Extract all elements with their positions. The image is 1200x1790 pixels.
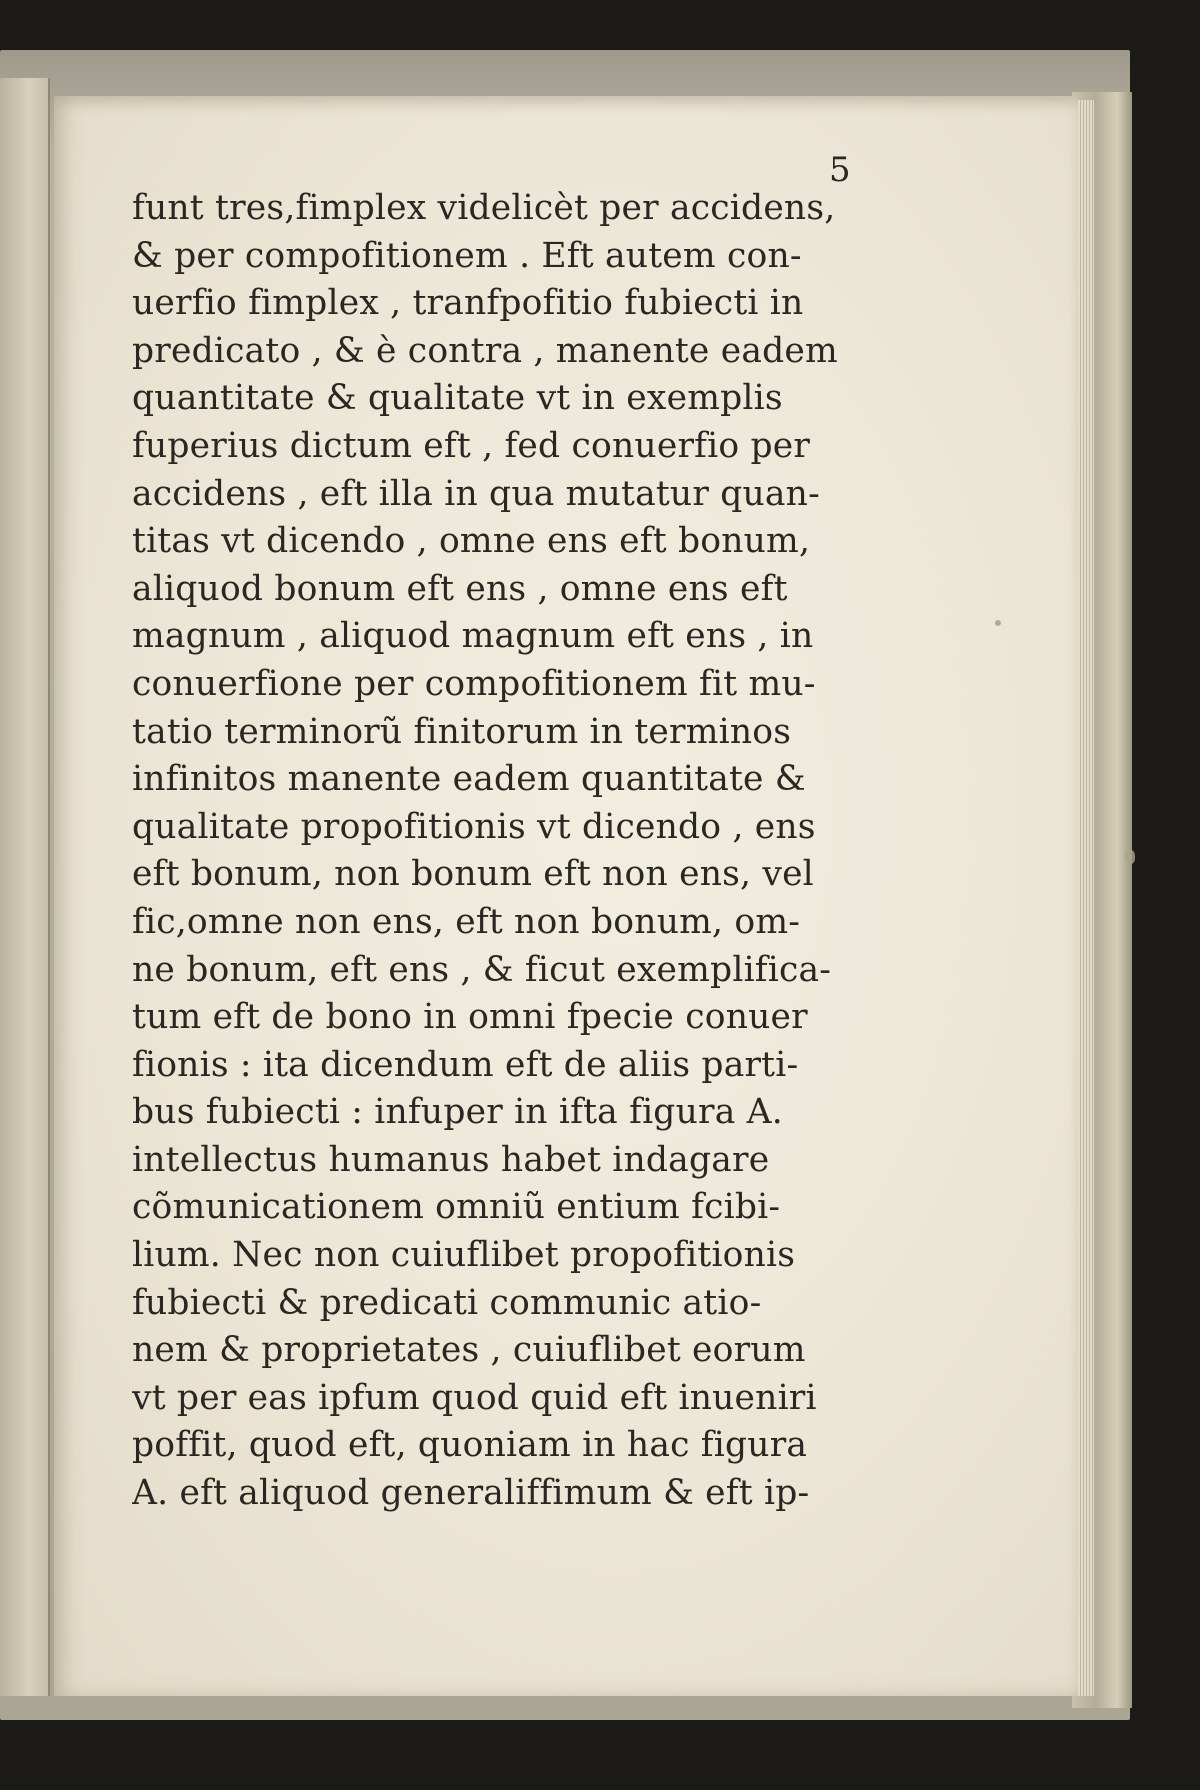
text-line: accidens , eft illa in qua mutatur quan- [132,473,820,514]
text-line: & per compofitionem . Eft autem con- [132,235,802,276]
text-line: infinitos manente eadem quantitate & [132,759,806,800]
paper-spot [1125,850,1135,864]
facing-page-edge [0,78,50,1696]
text-line: conuerfione per compofitionem fit mu- [132,663,816,704]
text-line: quantitate & qualitate vt in exemplis [132,378,783,419]
text-line: magnum , aliquod magnum eft ens , in [132,616,814,657]
text-line: nem & proprietates , cuiuflibet eorum [132,1330,806,1371]
text-line: lium. Nec non cuiuflibet propofitionis [132,1235,796,1276]
paper-spot [995,620,1001,626]
text-line: uerfio fimplex , tranfpofitio fubiecti in [132,283,804,324]
text-line: intellectus humanus habet indagare [132,1139,770,1180]
text-line: ne bonum, eft ens , & ficut exemplifica- [132,949,832,990]
text-line: A. eft aliquod generaliffimum & eft ip- [132,1473,810,1514]
text-line: tatio terminorũ finitorum in terminos [132,711,792,752]
text-line: bus fubiecti : infuper in ifta figura A. [132,1092,783,1133]
page-stack-edge [1078,100,1094,1696]
text-line: predicato , & è contra , manente eadem [132,330,838,371]
text-line: tum eft de bono in omni fpecie conuer [132,997,808,1038]
text-line: qualitate propofitionis vt dicendo , ens [132,806,816,847]
text-line: titas vt dicendo , omne ens eft bonum, [132,521,811,562]
text-line: fuperius dictum eft , fed conuerfio per [132,425,811,466]
text-line: poffit, quod eft, quoniam in hac figura [132,1425,808,1466]
text-line: fionis : ita dicendum eft de aliis parti- [132,1044,799,1085]
text-line: funt tres,fimplex videlicèt per accidens, [132,188,836,228]
body-text [132,185,867,1518]
page-number: 5 [829,150,851,190]
text-line: aliquod bonum eft ens , omne ens eft [132,568,788,609]
text-line: cõmunicationem omniũ entium fcibi- [132,1187,781,1228]
text-line: fic,omne non ens, eft non bonum, om- [132,901,801,942]
text-line: eft bonum, non bonum eft non ens, vel [132,854,814,895]
text-line: fubiecti & predicati communic atio- [132,1282,762,1323]
text-line: vt per eas ipfum quod quid eft inueniri [132,1377,817,1418]
